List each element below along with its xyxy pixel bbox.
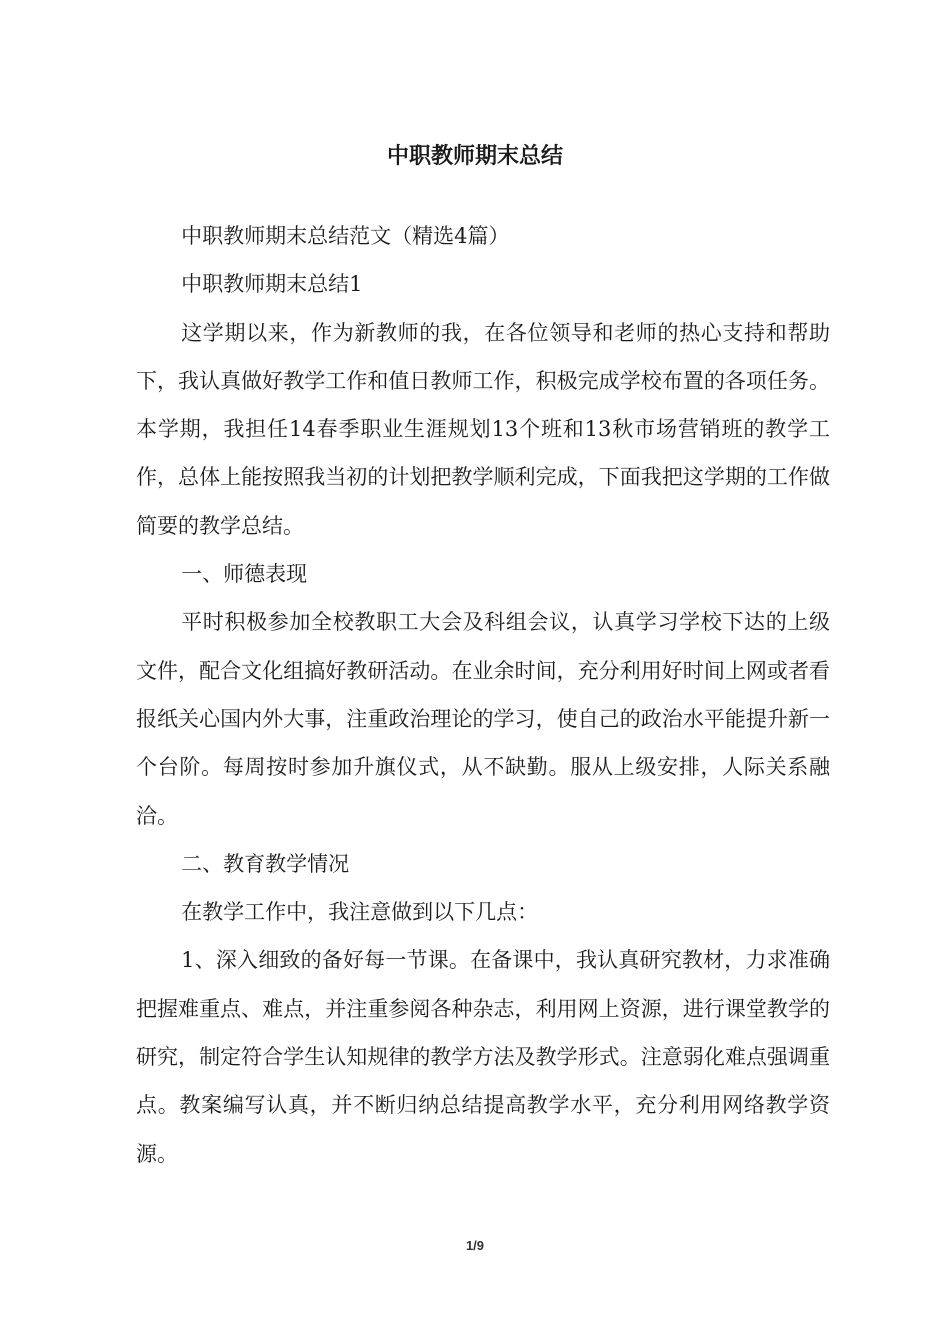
paragraph-section-heading: 中职教师期末总结1 [181, 272, 363, 297]
page-number: 1/9 [465, 1238, 485, 1253]
document-body [136, 212, 830, 1178]
paragraph-teaching-point-1: 1、深入细致的备好每一节课。在备课中，我认真研究教材，力求准确把握难重点、难点，并注重参阅各种杂志，利用网上资源，进行课堂教学的研究，制定符合学生认知规律的教学方法及教学形式。注意弱化难点强调重点。教案编写认真，并不断归纳总结提高教学水平，充分利用网络教学资源。 [136, 948, 830, 1166]
paragraph-intro: 这学期以来，作为新教师的我，在各位领导和老师的热心支持和帮助下，我认真做好教学工作和值日教师工作，积极完成学校布置的各项任务。本学期，我担任14春季职业生涯规划13个班和13秋市场营销班的教学工作，总体上能按照我当初的计划把教学顺利完成，下面我把这学期的工作做简要的教学总结。 [136, 320, 830, 538]
paragraph-subtitle: 中职教师期末总结范文（精选4篇） [181, 224, 510, 248]
paragraph-heading-ethics: 一、师德表现 [181, 562, 308, 587]
paragraph-ethics: 平时积极参加全校教职工大会及科组会议，认真学习学校下达的上级文件，配合文化组搞好教研活动。在业余时间，充分利用好时间上网或者看报纸关心国内外大事，注重政治理论的学习，使自己的政治水平能提升新一个台阶。每周按时参加升旗仪式，从不缺勤。服从上级安排，人际关系融洽。 [136, 610, 830, 828]
paragraph-teaching-intro: 在教学工作中，我注意做到以下几点： [181, 900, 539, 925]
document-title: 中职教师期末总结 [386, 144, 563, 169]
paragraph-heading-teaching: 二、教育教学情况 [181, 851, 350, 876]
